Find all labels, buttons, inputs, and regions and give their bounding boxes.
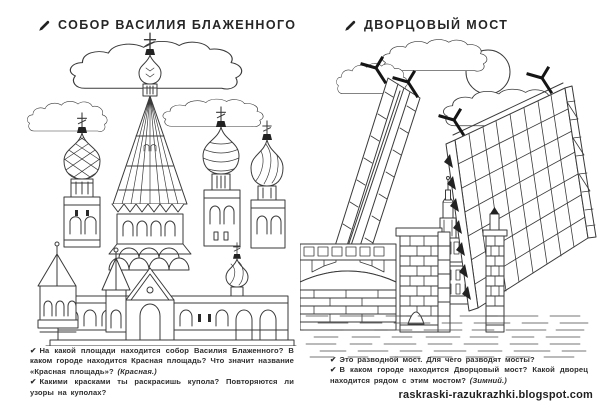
entrance-portal bbox=[126, 268, 174, 340]
question-item bbox=[330, 355, 588, 365]
question-text: На какой площади находится собор Василия Блаженного? В каком городе находится Красная площадь? Что значит название «Красная площадь»? bbox=[30, 346, 294, 376]
check-icon: ✔ bbox=[30, 377, 37, 387]
check-icon: ✔ bbox=[330, 365, 337, 375]
question-item bbox=[30, 346, 294, 377]
question-text: В каком городе находится Дворцовый мост? Какой дворец находится рядом с этим мостом? bbox=[330, 365, 588, 385]
small-swirl-dome bbox=[226, 243, 248, 297]
question-item bbox=[330, 365, 588, 386]
question-answer: (Красная.) bbox=[117, 366, 157, 376]
left-questions-block bbox=[30, 346, 294, 398]
onion-dome-tower-left bbox=[58, 113, 106, 247]
question-answer: (Зимний.) bbox=[469, 375, 507, 385]
check-icon: ✔ bbox=[30, 346, 37, 355]
right-panel bbox=[300, 0, 600, 405]
left-panel-title: СОБОР ВАСИЛИЯ БЛАЖЕННОГО bbox=[58, 18, 297, 33]
watermark: raskraski-razukrazhki.blogspot.com bbox=[398, 389, 593, 401]
right-panel-title: ДВОРЦОВЫЙ МОСТ bbox=[364, 18, 509, 33]
question-item bbox=[30, 377, 294, 398]
bridge-illustration bbox=[300, 28, 600, 360]
cathedral-illustration bbox=[0, 28, 300, 346]
left-porch bbox=[38, 242, 78, 332]
onion-dome-tower-striped bbox=[203, 107, 240, 246]
question-text: Это разводной мост. Для чего разводят мосты? bbox=[339, 355, 535, 364]
onion-dome-tower-swirl bbox=[251, 121, 285, 248]
check-icon: ✔ bbox=[330, 355, 337, 364]
right-questions-block bbox=[330, 355, 588, 386]
fixed-span bbox=[300, 244, 396, 330]
question-text: Какими красками ты раскрасишь купола? Повторяются ли узоры на куполах? bbox=[30, 377, 294, 397]
